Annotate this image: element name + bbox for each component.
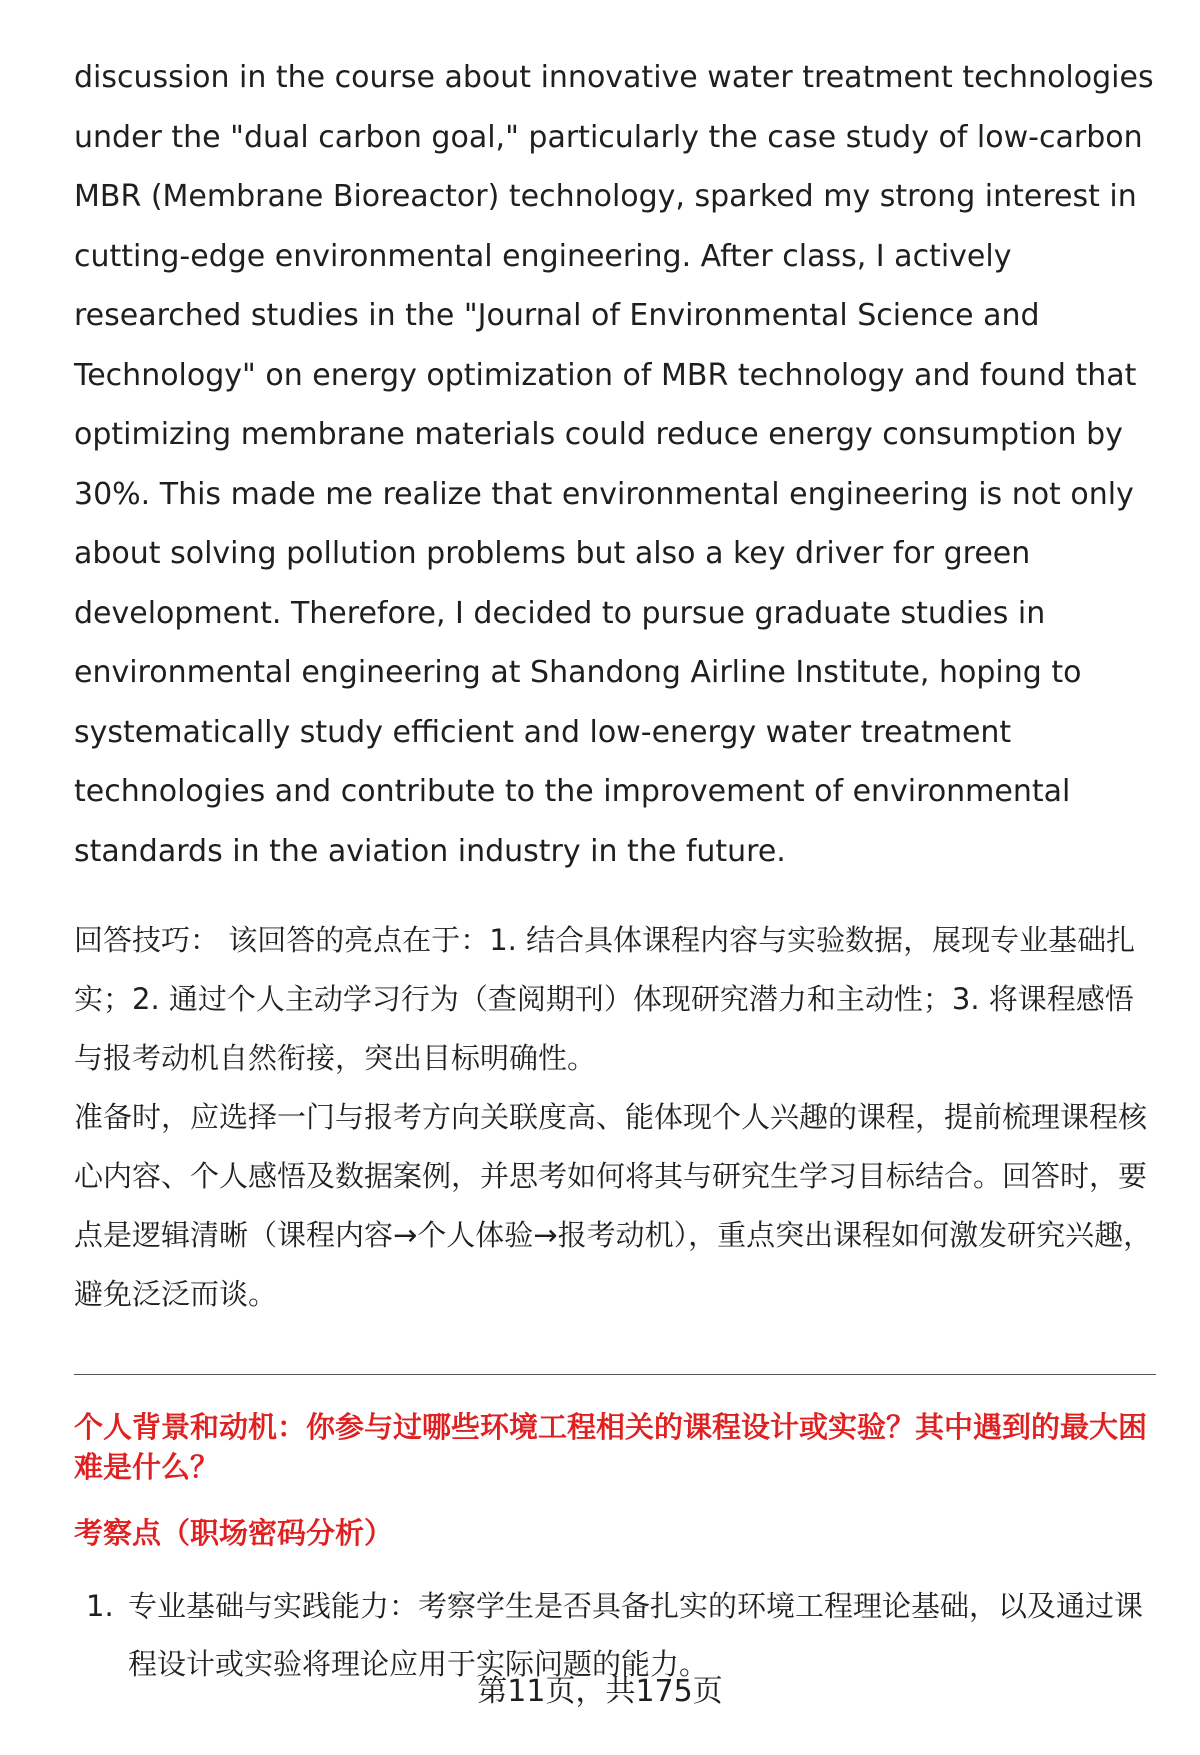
question-heading: 个人背景和动机：你参与过哪些环境工程相关的课程设计或实验？其中遇到的最大困难是什么？ bbox=[74, 1410, 1148, 1484]
list-item-number: 1. bbox=[86, 1589, 114, 1623]
page-footer: 第11页，共175页 bbox=[477, 1674, 723, 1709]
answer-tips bbox=[74, 911, 1154, 1324]
section-divider bbox=[74, 1374, 1156, 1375]
answer-paragraph: discussion in the course about innovative water treatment technologies under the "dual carbon goal," particularly the case study of low-carbon MBR (Membrane Bioreactor) technology, sparked my strong interest in cutting-edge environmental engineering. After class, I actively researched studies in the "Journal of Environmental Science and Technology" on energy optimization of MBR technology and found that optimizing membrane materials could reduce energy consumption by 30%. This made me realize that environmental engineering is not only about solving pollution problems but also a key driver for green development. Therefore, I decided to pursue graduate studies in environmental engineering at Shandong Airline Institute, hoping to systematically study efficient and low-energy water treatment technologies and contribute to the improvement of environmental standards in the aviation industry in the future. bbox=[74, 60, 1154, 869]
tip-paragraph-2: 准备时，应选择一门与报考方向关联度高、能体现个人兴趣的课程，提前梳理课程核心内容、个人感悟及数据案例，并思考如何将其与研究生学习目标结合。回答时，要点是逻辑清晰（课程内容→个人体验→报考动机），重点突出课程如何激发研究兴趣，避免泛泛而谈。 bbox=[74, 1100, 1153, 1311]
list-item-text: 专业基础与实践能力：考察学生是否具备扎实的环境工程理论基础，以及通过课程设计或实验将理论应用于实际问题的能力。 bbox=[128, 1589, 1144, 1681]
analysis-title: 考察点（职场密码分析） bbox=[74, 1516, 394, 1550]
tip-paragraph-1: 回答技巧： 该回答的亮点在于：1. 结合具体课程内容与实验数据，展现专业基础扎实；2. 通过个人主动学习行为（查阅期刊）体现研究潜力和主动性；3. 将课程感悟与报考动机自然衔接，突出目标明确性。 bbox=[74, 923, 1136, 1075]
document-page bbox=[74, 48, 1154, 1709]
